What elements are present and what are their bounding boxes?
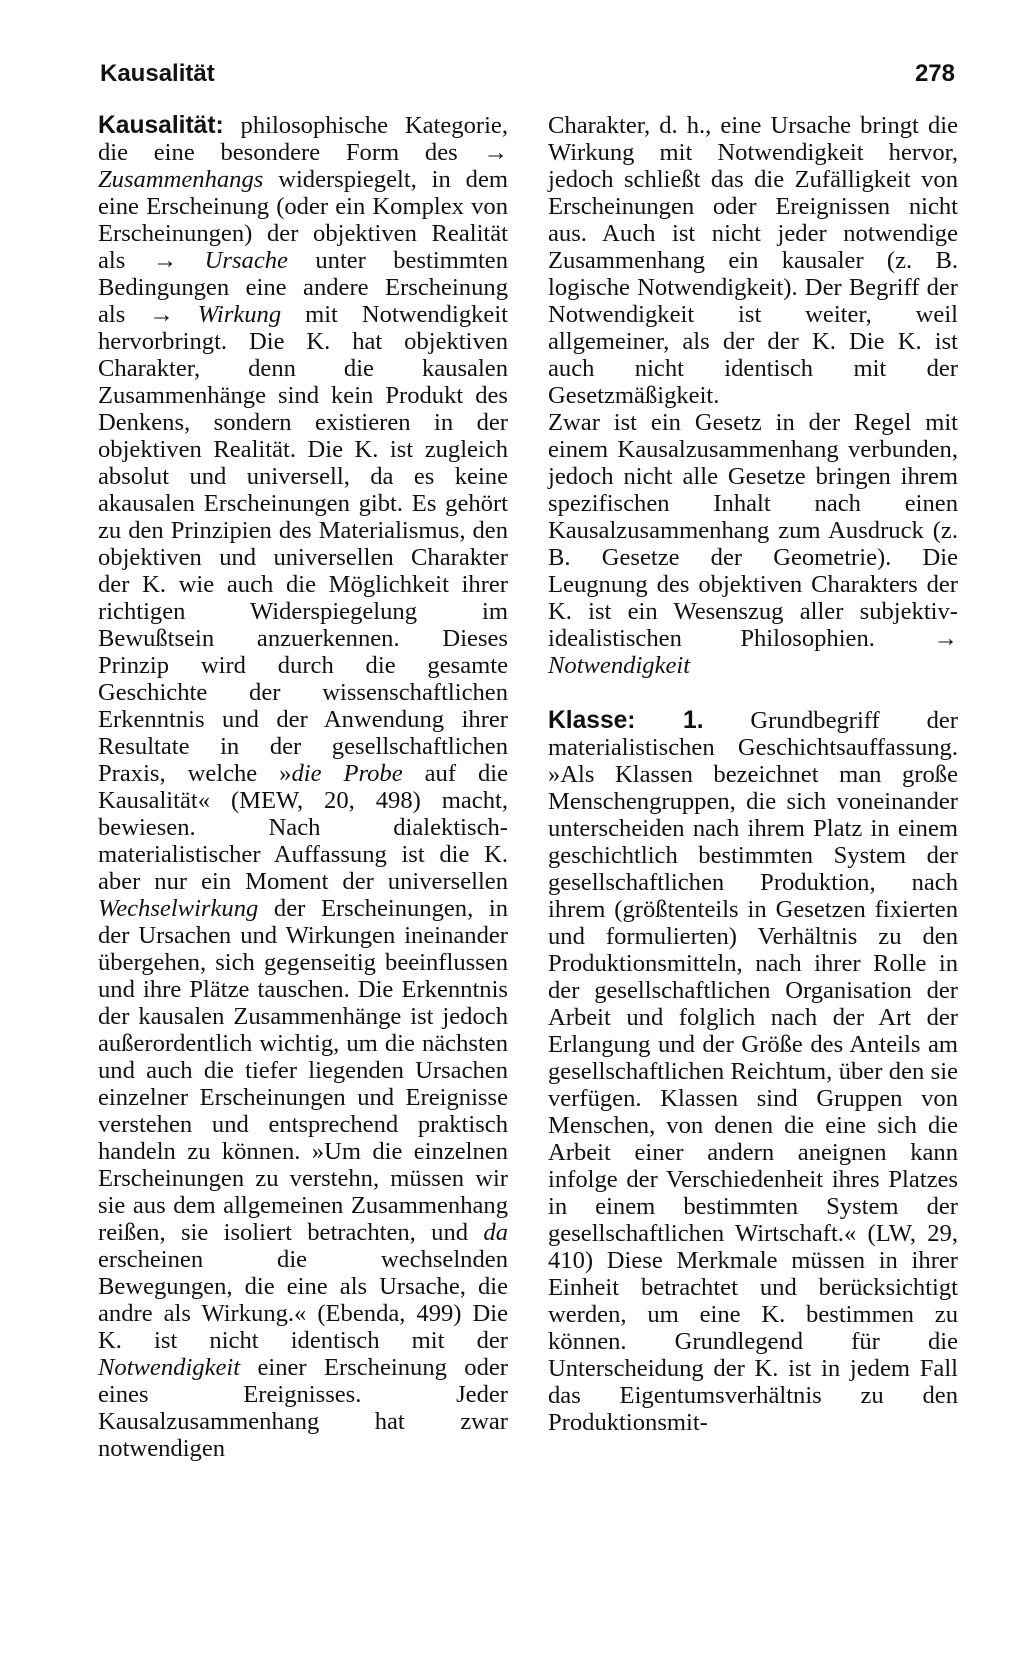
cross-reference-term: Notwendigkeit — [98, 1354, 241, 1381]
text-run: der Erscheinungen, in der Ursachen und Wirkungen ineinander übergehen, sich gegenseitig beeinflussen und ihre Plätze tauschen. Die Erkenntnis der kausalen Zusammenhänge ist jedoch außerordentlich wichtig, um die nächsten und auch die tiefer liegenden Ursachen einzelner Erscheinungen und Ereignisse verstehen und entsprechend praktisch handeln zu können. »Um die einzelnen Erscheinungen zu verstehn, müssen wir sie aus dem allgemeinen Zusammenhang reißen, sie isoliert betrachten, und — [98, 895, 508, 1246]
entry-separator — [548, 679, 958, 707]
text-run: philosophische Kategorie, die eine besondere Form des → — [98, 112, 508, 166]
entry-kausalitaet-body — [98, 112, 508, 1462]
cross-reference-term: die Probe — [291, 760, 403, 787]
lemma-klasse: Klasse: 1. — [548, 707, 704, 734]
cross-reference-term: Notwendigkeit — [548, 652, 691, 679]
cross-reference-term: Wechselwirkung — [98, 895, 259, 922]
text-run: einer Erscheinung oder eines Ereignisses. Jeder Kausalzusammenhang hat zwar notwendigen — [98, 1354, 508, 1462]
running-title: Kausalität — [100, 60, 215, 87]
cross-reference-term: Wirkung — [197, 301, 282, 328]
left-column — [98, 112, 508, 1462]
text-run: Grundbegriff der materialistischen Geschichtsauffassung. »Als Klassen bezeichnet man große Menschengruppen, die sich voneinander unterscheiden nach ihrem Platz in einem geschichtlich bestimmten System der gesellschaftlichen Produktion, nach ihrem (größtenteils in Gesetzen fixierten und formulierten) Verhältnis zu den Produktionsmitteln, nach ihrer Rolle in der gesellschaftlichen Organisation der Arbeit und folglich nach der Art der Erlangung und der Größe des Anteils am gesellschaftlichen Reichtum, über den sie verfügen. Klassen sind Gruppen von Menschen, von denen die eine sich die Arbeit einer andern aneignen kann infolge der Verschiedenheit ihres Platzes in einem bestimmten System der gesellschaftlichen Wirtschaft.« (LW, 29, 410) Diese Merkmale müssen in ihrer Einheit betrachtet und berücksichtigt werden, um eine K. bestimmen zu können. Grundlegend für die Unterscheidung der K. ist in jedem Fall das Eigentumsverhältnis zu den Produktionsmit- — [548, 707, 958, 1436]
entry-kausalitaet — [98, 112, 508, 1462]
text-run: auf die Kausalität« (MEW, 20, 498) macht, bewiesen. Nach dialektisch-materialistischer Auffassung ist die K. aber nur ein Moment der universellen — [98, 760, 508, 895]
entry-klasse-body — [548, 707, 958, 1436]
text-run: unter bestimmten Bedingungen eine andere Erscheinung als → — [98, 247, 508, 328]
lemma-kausalitaet: Kausalität: — [98, 112, 224, 139]
page-number: 278 — [914, 60, 955, 87]
entry-kausalitaet-paragraph-2 — [548, 409, 958, 679]
cross-reference-term: Ursache — [204, 247, 288, 274]
cross-reference-term: da — [483, 1219, 508, 1246]
text-run: erscheinen die wechselnden Bewegungen, die eine als Ursache, die andre als Wirkung.« (Ebenda, 499) Die K. ist nicht identisch mit der — [98, 1246, 508, 1354]
running-head — [100, 60, 955, 88]
text-run: Charakter, d. h., eine Ursache bringt die Wirkung mit Notwendigkeit hervor, jedoch schließt das die Zufälligkeit von Erscheinungen oder Ereignissen nicht aus. Auch ist nicht jeder notwendige Zusammenhang ein kausaler (z. B. logische Notwendigkeit). Der Begriff der Notwendigkeit ist weiter, weil allgemeiner, als der der K. Die K. ist auch nicht identisch mit der Gesetzmäßigkeit. — [548, 112, 958, 409]
text-run: mit Notwendigkeit hervorbringt. Die K. hat objektiven Charakter, denn die kausalen Zusammenhänge sind kein Produkt des Denkens, sondern existieren in der objektiven Realität. Die K. ist zugleich absolut und universell, da es keine akausalen Erscheinungen gibt. Es gehört zu den Prinzipien des Materialismus, den objektiven und universellen Charakter der K. wie auch die Möglichkeit ihrer richtigen Widerspiegelung im Bewußtsein anzuerkennen. Dieses Prinzip wird durch die gesamte Geschichte der wissenschaftlichen Erkenntnis und der Anwendung ihrer Resultate in der gesellschaftlichen Praxis, welche » — [98, 301, 508, 787]
entry-kausalitaet-continuation — [548, 112, 958, 409]
cross-reference-term: Zusammenhangs — [98, 166, 264, 193]
text-run: Zwar ist ein Gesetz in der Regel mit einem Kausalzusammenhang verbunden, jedoch nicht alle Gesetze bringen ihrem spezifischen Inhalt nach einen Kausalzusammenhang zum Ausdruck (z. B. Gesetze der Geometrie). Die Leugnung des objektiven Charakters der K. ist ein Wesenszug aller subjektiv-idealistischen Philosophien. → — [548, 409, 958, 652]
right-column — [548, 112, 958, 1436]
entry-klasse — [548, 707, 958, 1436]
text-run: widerspiegelt, in dem eine Erscheinung (oder ein Komplex von Erscheinungen) der objektiven Realität als → — [98, 166, 508, 274]
